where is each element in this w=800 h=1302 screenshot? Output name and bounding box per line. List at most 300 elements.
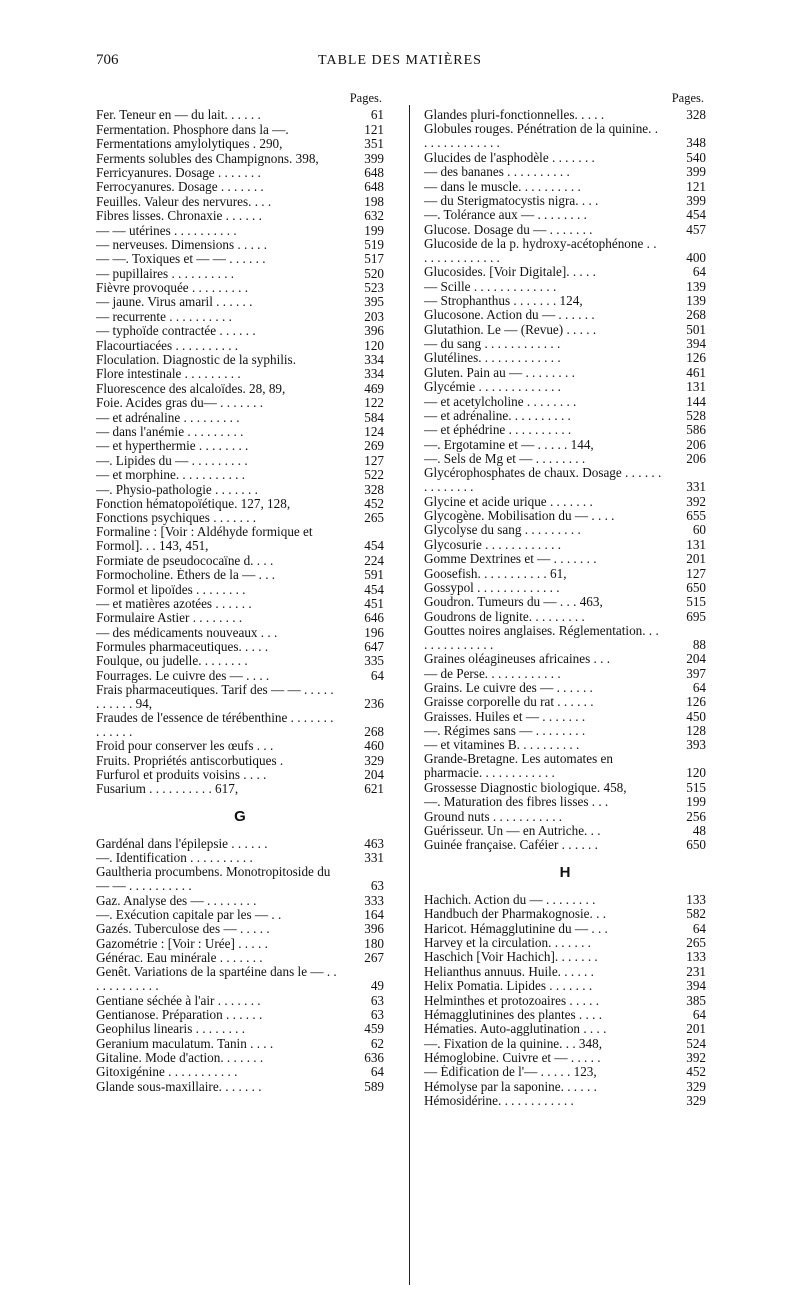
index-entry bbox=[424, 466, 706, 494]
entry-text: Formol et lipoïdes . . . . . . . . bbox=[96, 582, 246, 597]
entry-page: 399 bbox=[686, 164, 706, 180]
entry-text: Fibres lisses. Chronaxie . . . . . . bbox=[96, 209, 262, 224]
page-header bbox=[96, 52, 704, 72]
index-entry bbox=[96, 238, 384, 252]
index-entry bbox=[96, 1065, 384, 1079]
entry-page: 199 bbox=[686, 794, 706, 810]
index-entry bbox=[424, 936, 706, 950]
entry-text: Gentianose. Préparation . . . . . . bbox=[96, 1007, 263, 1022]
entry-page: 131 bbox=[686, 536, 706, 552]
entry-page: 457 bbox=[686, 221, 706, 237]
entry-page: 396 bbox=[364, 323, 384, 339]
index-entry bbox=[96, 553, 384, 567]
index-entry bbox=[96, 482, 384, 496]
entry-text: Flore intestinale . . . . . . . . . bbox=[96, 367, 241, 382]
entries-h bbox=[424, 892, 706, 1108]
entry-page: 331 bbox=[364, 850, 384, 866]
entry-page: 460 bbox=[364, 738, 384, 754]
index-entry bbox=[96, 410, 384, 424]
entry-page: 394 bbox=[686, 978, 706, 994]
entry-page: 60 bbox=[692, 522, 706, 538]
entry-text: Fourrages. Le cuivre des — . . . . bbox=[96, 668, 270, 683]
entry-text: Glycogène. Mobilisation du — . . . . bbox=[424, 508, 615, 523]
entry-text: Hachich. Action du — . . . . . . . . bbox=[424, 892, 596, 907]
entry-text: Genêt. Variations de la spartéine dans le — . . . . . . . . . . . . bbox=[96, 965, 337, 994]
entry-text: Haschich [Voir Hachich]. . . . . . . bbox=[424, 950, 598, 965]
entry-page: 515 bbox=[686, 779, 706, 795]
entry-page: 454 bbox=[364, 538, 384, 554]
index-entry bbox=[424, 979, 706, 993]
index-entry bbox=[96, 396, 384, 410]
index-entry bbox=[424, 1022, 706, 1036]
entry-text: — Édification de l'— . . . . . 123, bbox=[424, 1065, 597, 1080]
entry-text: Fraudes de l'essence de térébenthine . . . . . . . . . . . . . bbox=[96, 710, 334, 739]
entry-page: 399 bbox=[686, 192, 706, 208]
entry-text: Générac. Eau minérale . . . . . . . bbox=[96, 951, 263, 966]
entry-text: Formiate de pseudococaïne d. . . . bbox=[96, 553, 274, 568]
entry-page: 399 bbox=[364, 150, 384, 166]
entry-page: 269 bbox=[364, 438, 384, 454]
entry-page: 127 bbox=[364, 452, 384, 468]
index-entry bbox=[424, 222, 706, 236]
entry-page: 517 bbox=[364, 251, 384, 267]
entry-page: 199 bbox=[364, 222, 384, 238]
index-entry bbox=[96, 597, 384, 611]
entry-text: Gitaline. Mode d'action. . . . . . . bbox=[96, 1051, 264, 1066]
index-entry bbox=[424, 437, 706, 451]
pages-label: Pages. bbox=[349, 91, 382, 105]
entry-text: Ferricyanures. Dosage . . . . . . . bbox=[96, 165, 261, 180]
entry-page: 267 bbox=[364, 950, 384, 966]
entry-page: 454 bbox=[364, 581, 384, 597]
entry-page: 63 bbox=[370, 1006, 384, 1022]
entry-text: — Scille . . . . . . . . . . . . . bbox=[424, 279, 557, 294]
entry-page: 329 bbox=[686, 1093, 706, 1109]
index-entry bbox=[424, 1079, 706, 1093]
section-heading-g: G bbox=[234, 807, 246, 825]
entry-page: 231 bbox=[686, 963, 706, 979]
entry-page: 334 bbox=[364, 366, 384, 382]
entry-text: Gaultheria procumbens. Monotropitoside du — — . . . . . . . . . . bbox=[96, 865, 331, 894]
entry-text: Fonction hématopoïétique. 127, 128, bbox=[96, 496, 291, 511]
entry-text: — dans le muscle. . . . . . . . . . bbox=[424, 179, 581, 194]
entry-text: Glycine et acide urique . . . . . . . bbox=[424, 494, 593, 509]
index-entry bbox=[424, 752, 706, 780]
entry-page: 647 bbox=[364, 639, 384, 655]
entry-page: 121 bbox=[686, 178, 706, 194]
entry-text: —. Exécution capitale par les — . . bbox=[96, 907, 282, 922]
entry-page: 348 bbox=[686, 135, 706, 151]
index-entry bbox=[96, 209, 384, 223]
index-entry bbox=[96, 281, 384, 295]
entry-text: Geophilus linearis . . . . . . . . bbox=[96, 1022, 246, 1037]
index-entry bbox=[96, 151, 384, 165]
index-entry bbox=[424, 208, 706, 222]
entry-page: 144 bbox=[686, 393, 706, 409]
index-entry bbox=[96, 922, 384, 936]
entry-text: — et adrénaline. . . . . . . . . . bbox=[424, 409, 571, 424]
index-entry bbox=[424, 552, 706, 566]
entry-page: 62 bbox=[370, 1035, 384, 1051]
entry-page: 632 bbox=[364, 208, 384, 224]
entry-text: Gossypol . . . . . . . . . . . . . bbox=[424, 580, 560, 595]
index-entry bbox=[96, 668, 384, 682]
index-entry bbox=[424, 595, 706, 609]
entry-page: 328 bbox=[364, 481, 384, 497]
index-entry bbox=[96, 611, 384, 625]
index-entry bbox=[96, 309, 384, 323]
index-entry bbox=[424, 165, 706, 179]
entry-page: 695 bbox=[686, 608, 706, 624]
entries-g-continued bbox=[424, 108, 706, 852]
entry-text: Grains. Le cuivre des — . . . . . . bbox=[424, 680, 593, 695]
entry-text: Grande-Bretagne. Les automates en pharmacie. . . . . . . . . . . . bbox=[424, 752, 613, 781]
entry-page: 121 bbox=[364, 121, 384, 137]
entry-page: 128 bbox=[686, 723, 706, 739]
index-entry bbox=[96, 1051, 384, 1065]
entry-text: Geranium maculatum. Tanin . . . . bbox=[96, 1036, 274, 1051]
running-title: TABLE DES MATIÈRES bbox=[318, 53, 482, 68]
entry-text: Globules rouges. Pénétration de la quinine. . . . . . . . . . . . . . bbox=[424, 122, 659, 151]
entry-page: 650 bbox=[686, 837, 706, 853]
entry-page: 586 bbox=[686, 422, 706, 438]
entry-page: 584 bbox=[364, 409, 384, 425]
index-entry bbox=[424, 365, 706, 379]
entry-text: Gardénal dans l'épilepsie . . . . . . bbox=[96, 836, 268, 851]
entry-page: 519 bbox=[364, 236, 384, 252]
entry-text: — des médicaments nouveaux . . . bbox=[96, 625, 278, 640]
entry-text: Guérisseur. Un — en Autriche. . . bbox=[424, 824, 601, 839]
entry-text: Furfurol et produits voisins . . . . bbox=[96, 768, 267, 783]
index-entry bbox=[424, 1051, 706, 1065]
entry-page: 256 bbox=[686, 808, 706, 824]
index-entry bbox=[96, 768, 384, 782]
index-entry bbox=[424, 179, 706, 193]
entry-text: Gouttes noires anglaises. Réglementation. . . . . . . . . . . . . . bbox=[424, 623, 659, 652]
index-entry bbox=[424, 724, 706, 738]
entry-page: 203 bbox=[364, 308, 384, 324]
entry-page: 268 bbox=[686, 307, 706, 323]
entry-page: 463 bbox=[364, 835, 384, 851]
entry-page: 48 bbox=[692, 823, 706, 839]
entry-text: Glycérophosphates de chaux. Dosage . . . . . . . . . . . . . . bbox=[424, 466, 662, 495]
index-entry bbox=[96, 1036, 384, 1050]
entry-page: 124 bbox=[364, 423, 384, 439]
entry-text: —. Lipides du — . . . . . . . . . bbox=[96, 453, 248, 468]
index-entry bbox=[424, 308, 706, 322]
index-entry bbox=[424, 907, 706, 921]
entry-page: 64 bbox=[692, 679, 706, 695]
entry-page: 650 bbox=[686, 579, 706, 595]
entry-text: Froid pour conserver les œufs . . . bbox=[96, 739, 274, 754]
entry-page: 204 bbox=[686, 651, 706, 667]
index-entry bbox=[424, 452, 706, 466]
entry-page: 122 bbox=[364, 395, 384, 411]
entry-page: 120 bbox=[686, 765, 706, 781]
entry-page: 454 bbox=[686, 207, 706, 223]
entry-page: 397 bbox=[686, 665, 706, 681]
entry-page: 268 bbox=[364, 723, 384, 739]
entry-text: Glucosone. Action du — . . . . . . bbox=[424, 308, 595, 323]
entry-text: — du Sterigmatocystis nigra. . . . bbox=[424, 193, 599, 208]
entry-text: Floculation. Diagnostic de la syphilis. bbox=[96, 353, 296, 368]
entry-text: Glycolyse du sang . . . . . . . . . bbox=[424, 523, 581, 538]
index-entry bbox=[424, 265, 706, 279]
index-entry bbox=[424, 279, 706, 293]
entry-page: 328 bbox=[686, 107, 706, 123]
entry-page: 582 bbox=[686, 906, 706, 922]
entry-text: Fruits. Propriétés antiscorbutiques . bbox=[96, 753, 284, 768]
entry-page: 522 bbox=[364, 467, 384, 483]
index-entry bbox=[96, 753, 384, 767]
entry-text: — — utérines . . . . . . . . . . bbox=[96, 223, 237, 238]
entry-text: Glande sous-maxillaire. . . . . . . bbox=[96, 1079, 262, 1094]
entry-page: 450 bbox=[686, 708, 706, 724]
entry-text: Fusarium . . . . . . . . . . 617, bbox=[96, 782, 239, 797]
entry-text: Gazométrie : [Voir : Urée] . . . . . bbox=[96, 936, 268, 951]
entry-page: 63 bbox=[370, 992, 384, 1008]
entry-page: 139 bbox=[686, 292, 706, 308]
index-entry bbox=[96, 439, 384, 453]
entry-text: — et éphédrine . . . . . . . . . . bbox=[424, 423, 572, 438]
index-entry bbox=[96, 936, 384, 950]
entries-f bbox=[96, 108, 384, 796]
entry-text: Fluorescence des alcaloïdes. 28, 89, bbox=[96, 381, 286, 396]
index-entry bbox=[424, 993, 706, 1007]
section-heading-h: H bbox=[559, 863, 571, 881]
index-entry bbox=[96, 525, 384, 553]
index-entry bbox=[424, 1065, 706, 1079]
index-entry bbox=[424, 394, 706, 408]
entry-text: — Strophanthus . . . . . . . 124, bbox=[424, 293, 583, 308]
index-entry bbox=[424, 824, 706, 838]
index-entry bbox=[96, 851, 384, 865]
entry-text: Goudrons de lignite. . . . . . . . . bbox=[424, 609, 585, 624]
entry-page: 64 bbox=[370, 1064, 384, 1080]
entry-text: — et matières azotées . . . . . . bbox=[96, 596, 252, 611]
entry-text: Glutélines. . . . . . . . . . . . . bbox=[424, 351, 561, 366]
index-entry bbox=[424, 795, 706, 809]
entry-page: 452 bbox=[364, 495, 384, 511]
entry-page: 540 bbox=[686, 149, 706, 165]
index-entry bbox=[424, 108, 706, 122]
entry-page: 164 bbox=[364, 906, 384, 922]
index-entry bbox=[424, 494, 706, 508]
entry-page: 621 bbox=[364, 781, 384, 797]
index-entry bbox=[96, 683, 384, 711]
index-entry bbox=[424, 423, 706, 437]
entry-page: 392 bbox=[686, 493, 706, 509]
index-entry bbox=[424, 809, 706, 823]
entry-text: Formulaire Astier . . . . . . . . bbox=[96, 611, 243, 626]
entry-text: —. Régimes sans — . . . . . . . . bbox=[424, 724, 586, 739]
entry-page: 63 bbox=[370, 878, 384, 894]
entry-page: 333 bbox=[364, 892, 384, 908]
index-entry bbox=[96, 908, 384, 922]
index-entry bbox=[96, 782, 384, 796]
entry-text: Glutathion. Le — (Revue) . . . . . bbox=[424, 322, 597, 337]
entry-text: Haricot. Hémagglutinine du — . . . bbox=[424, 921, 608, 936]
index-entry bbox=[424, 509, 706, 523]
entry-text: Fer. Teneur en — du lait. . . . . . bbox=[96, 108, 261, 123]
entry-text: Glycémie . . . . . . . . . . . . . bbox=[424, 380, 561, 395]
column-divider bbox=[409, 105, 410, 1285]
entry-page: 394 bbox=[686, 336, 706, 352]
entry-text: Gazés. Tuberculose des — . . . . . bbox=[96, 922, 270, 937]
entry-page: 451 bbox=[364, 595, 384, 611]
entry-page: 392 bbox=[686, 1050, 706, 1066]
entry-text: —. Sels de Mg et — . . . . . . . . bbox=[424, 452, 586, 467]
entry-page: 201 bbox=[686, 1021, 706, 1037]
entry-page: 201 bbox=[686, 551, 706, 567]
index-entry bbox=[96, 1079, 384, 1093]
entry-text: —. Tolérance aux — . . . . . . . . bbox=[424, 208, 587, 223]
index-entry bbox=[96, 951, 384, 965]
index-entry bbox=[424, 409, 706, 423]
entry-text: — et acetylcholine . . . . . . . . bbox=[424, 394, 577, 409]
left-column bbox=[96, 88, 384, 1094]
entry-text: Guinée française. Caféier . . . . . . bbox=[424, 838, 598, 853]
entry-page: 61 bbox=[370, 107, 384, 123]
entry-page: 334 bbox=[364, 352, 384, 368]
entry-page: 126 bbox=[686, 694, 706, 710]
index-entry bbox=[424, 695, 706, 709]
index-entry bbox=[96, 582, 384, 596]
entry-text: Helix Pomatia. Lipides . . . . . . . bbox=[424, 979, 593, 994]
entry-text: Graisses. Huiles et — . . . . . . . bbox=[424, 709, 586, 724]
entry-page: 591 bbox=[364, 567, 384, 583]
index-entry bbox=[424, 681, 706, 695]
entry-text: Glycosurie . . . . . . . . . . . . bbox=[424, 537, 561, 552]
index-entry bbox=[96, 367, 384, 381]
entry-text: Gluten. Pain au — . . . . . . . . bbox=[424, 365, 575, 380]
entry-text: Formules pharmaceutiques. . . . . bbox=[96, 640, 269, 655]
index-entry bbox=[424, 921, 706, 935]
entry-text: Fièvre provoquée . . . . . . . . . bbox=[96, 281, 248, 296]
entry-page: 648 bbox=[364, 164, 384, 180]
entry-page: 131 bbox=[686, 379, 706, 395]
entry-text: Graines oléagineuses africaines . . . bbox=[424, 652, 611, 667]
index-entry bbox=[96, 893, 384, 907]
index-entry bbox=[96, 166, 384, 180]
page-number: 706 bbox=[96, 52, 119, 68]
index-entry bbox=[424, 1008, 706, 1022]
entry-text: Fonctions psychiques . . . . . . . bbox=[96, 511, 257, 526]
entry-text: Foie. Acides gras du— . . . . . . . bbox=[96, 396, 264, 411]
entry-text: — jaune. Virus amaril . . . . . . bbox=[96, 295, 253, 310]
entry-page: 636 bbox=[364, 1050, 384, 1066]
index-entry bbox=[96, 965, 384, 993]
index-entry bbox=[96, 1008, 384, 1022]
index-entry bbox=[96, 180, 384, 194]
index-entry bbox=[424, 581, 706, 595]
index-entry bbox=[424, 666, 706, 680]
index-entry bbox=[96, 1022, 384, 1036]
entry-text: — et vitamines B. . . . . . . . . . bbox=[424, 738, 580, 753]
entry-page: 393 bbox=[686, 737, 706, 753]
index-entry bbox=[424, 294, 706, 308]
entry-text: Ground nuts . . . . . . . . . . . bbox=[424, 809, 563, 824]
entry-page: 501 bbox=[686, 321, 706, 337]
index-entry bbox=[424, 237, 706, 265]
index-entry bbox=[96, 324, 384, 338]
entry-text: — —. Toxiques et — — . . . . . . bbox=[96, 252, 266, 267]
index-entry bbox=[424, 709, 706, 723]
index-entry bbox=[96, 295, 384, 309]
entry-text: —. Fixation de la quinine. . . 348, bbox=[424, 1036, 603, 1051]
entry-page: 452 bbox=[686, 1064, 706, 1080]
index-entry bbox=[424, 194, 706, 208]
entry-text: Feuilles. Valeur des nervures. . . . bbox=[96, 194, 272, 209]
entry-text: Ferments solubles des Champignons. 398, bbox=[96, 151, 319, 166]
entry-page: 64 bbox=[692, 264, 706, 280]
entry-text: Flacourtiacées . . . . . . . . . . bbox=[96, 338, 239, 353]
entry-text: Hémagglutinines des plantes . . . . bbox=[424, 1007, 602, 1022]
index-entry bbox=[424, 566, 706, 580]
index-entry bbox=[424, 150, 706, 164]
index-entry bbox=[424, 738, 706, 752]
entry-text: Goudron. Tumeurs du — . . . 463, bbox=[424, 595, 603, 610]
entry-text: — dans l'anémie . . . . . . . . . bbox=[96, 424, 244, 439]
entry-text: Glucose. Dosage du — . . . . . . . bbox=[424, 222, 593, 237]
index-entry bbox=[424, 892, 706, 906]
entry-page: 335 bbox=[364, 653, 384, 669]
entry-page: 396 bbox=[364, 921, 384, 937]
index-entry bbox=[96, 453, 384, 467]
entry-page: 127 bbox=[686, 565, 706, 581]
entry-text: — pupillaires . . . . . . . . . . bbox=[96, 266, 235, 281]
entry-page: 265 bbox=[364, 510, 384, 526]
index-entry bbox=[96, 711, 384, 739]
index-entry bbox=[96, 993, 384, 1007]
index-entry bbox=[424, 964, 706, 978]
index-entry bbox=[96, 836, 384, 850]
entry-text: Gomme Dextrines et — . . . . . . . bbox=[424, 552, 597, 567]
entry-page: 133 bbox=[686, 949, 706, 965]
index-entry bbox=[96, 865, 384, 893]
entry-text: — typhoïde contractée . . . . . . bbox=[96, 324, 256, 339]
entry-text: Frais pharmaceutiques. Tarif des — — . . . . . . . . . . . 94, bbox=[96, 682, 334, 711]
index-entry bbox=[96, 640, 384, 654]
entry-page: 469 bbox=[364, 380, 384, 396]
entry-text: Helminthes et protozoaires . . . . . bbox=[424, 993, 600, 1008]
entry-text: — des bananes . . . . . . . . . . bbox=[424, 165, 570, 180]
index-entry bbox=[96, 625, 384, 639]
entry-page: 459 bbox=[364, 1021, 384, 1037]
entry-text: Helianthus annuus. Huile. . . . . . bbox=[424, 964, 594, 979]
index-entry bbox=[96, 497, 384, 511]
index-entry bbox=[424, 950, 706, 964]
entry-text: — recurrente . . . . . . . . . . bbox=[96, 309, 232, 324]
index-entry bbox=[96, 511, 384, 525]
index-entry bbox=[424, 537, 706, 551]
entry-text: — de Perse. . . . . . . . . . . . bbox=[424, 666, 561, 681]
entry-text: Hémosidérine. . . . . . . . . . . . bbox=[424, 1094, 574, 1109]
entry-text: —. Maturation des fibres lisses . . . bbox=[424, 795, 609, 810]
entry-page: 655 bbox=[686, 507, 706, 523]
entries-g bbox=[96, 836, 384, 1093]
entry-text: Glucoside de la p. hydroxy-acétophénone . . . . . . . . . . . . . . bbox=[424, 236, 657, 265]
entry-page: 329 bbox=[364, 752, 384, 768]
entry-page: 461 bbox=[686, 364, 706, 380]
entry-text: —. Ergotamine et — . . . . . 144, bbox=[424, 437, 594, 452]
entry-page: 589 bbox=[364, 1078, 384, 1094]
index-entry bbox=[96, 468, 384, 482]
entry-text: Foulque, ou judelle. . . . . . . . bbox=[96, 654, 248, 669]
entry-text: Glucides de l'asphodèle . . . . . . . bbox=[424, 150, 595, 165]
index-entry bbox=[424, 838, 706, 852]
index-entry bbox=[96, 353, 384, 367]
